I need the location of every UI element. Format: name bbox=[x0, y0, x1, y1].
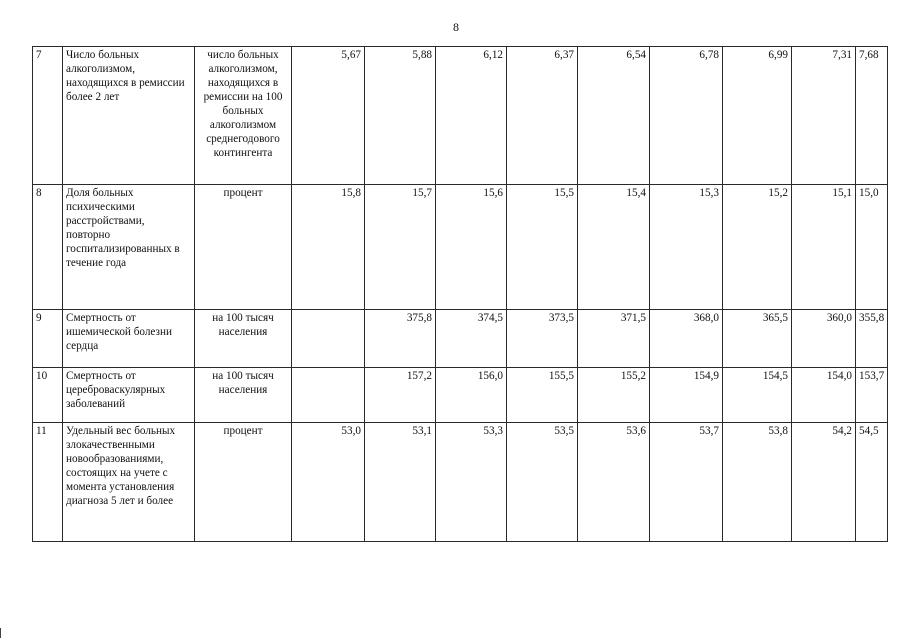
value-cell: 6,78 bbox=[650, 47, 723, 185]
indicator-name: Число больных алкоголизмом, находящихся в ремиссии более 2 лет bbox=[63, 47, 195, 185]
table-row bbox=[33, 423, 888, 542]
unit-of-measure: на 100 тысяч населения bbox=[195, 368, 292, 423]
value-cell: 360,0 bbox=[792, 310, 856, 368]
table-row bbox=[33, 47, 888, 185]
indicators-table bbox=[32, 46, 888, 542]
value-cell: 5,88 bbox=[365, 47, 436, 185]
value-cell: 373,5 bbox=[507, 310, 578, 368]
value-cell: 15,2 bbox=[723, 185, 792, 310]
row-number: 10 bbox=[33, 368, 63, 423]
value-cell: 53,8 bbox=[723, 423, 792, 542]
unit-of-measure: процент bbox=[195, 423, 292, 542]
row-number: 7 bbox=[33, 47, 63, 185]
value-cell: 53,1 bbox=[365, 423, 436, 542]
value-cell: 6,12 bbox=[436, 47, 507, 185]
table-row bbox=[33, 310, 888, 368]
value-cell: 355,8 bbox=[856, 310, 888, 368]
value-cell bbox=[292, 368, 365, 423]
value-cell: 15,8 bbox=[292, 185, 365, 310]
indicator-name: Смертность от цереброваскулярных заболеваний bbox=[63, 368, 195, 423]
value-cell: 15,3 bbox=[650, 185, 723, 310]
indicator-name: Смертность от ишемической болезни сердца bbox=[63, 310, 195, 368]
value-cell: 375,8 bbox=[365, 310, 436, 368]
value-cell: 15,6 bbox=[436, 185, 507, 310]
value-cell bbox=[292, 310, 365, 368]
value-cell: 53,0 bbox=[292, 423, 365, 542]
row-number: 9 bbox=[33, 310, 63, 368]
indicator-name: Удельный вес больных злокачественными новообразованиями, состоящих на учете с момента установления диагноза 5 лет и более bbox=[63, 423, 195, 542]
value-cell: 7,68 bbox=[856, 47, 888, 185]
value-cell: 53,6 bbox=[578, 423, 650, 542]
table-row bbox=[33, 185, 888, 310]
value-cell: 371,5 bbox=[578, 310, 650, 368]
unit-of-measure: число больных алкоголизмом, находящихся в ремиссии на 100 больных алкоголизмом среднегодового контингента bbox=[195, 47, 292, 185]
value-cell: 54,2 bbox=[792, 423, 856, 542]
value-cell: 15,1 bbox=[792, 185, 856, 310]
value-cell: 374,5 bbox=[436, 310, 507, 368]
value-cell: 155,5 bbox=[507, 368, 578, 423]
value-cell: 155,2 bbox=[578, 368, 650, 423]
value-cell: 6,54 bbox=[578, 47, 650, 185]
value-cell: 15,0 bbox=[856, 185, 888, 310]
value-cell: 153,7 bbox=[856, 368, 888, 423]
value-cell: 154,9 bbox=[650, 368, 723, 423]
unit-of-measure: процент bbox=[195, 185, 292, 310]
row-number: 8 bbox=[33, 185, 63, 310]
indicator-name: Доля больных психическими расстройствами, повторно госпитализированных в течение года bbox=[63, 185, 195, 310]
value-cell: 368,0 bbox=[650, 310, 723, 368]
table-row bbox=[33, 368, 888, 423]
value-cell: 6,37 bbox=[507, 47, 578, 185]
value-cell: 6,99 bbox=[723, 47, 792, 185]
value-cell: 15,4 bbox=[578, 185, 650, 310]
unit-of-measure: на 100 тысяч населения bbox=[195, 310, 292, 368]
row-number: 11 bbox=[33, 423, 63, 542]
value-cell: 365,5 bbox=[723, 310, 792, 368]
value-cell: 15,7 bbox=[365, 185, 436, 310]
page-number: 8 bbox=[453, 20, 459, 34]
value-cell: 7,31 bbox=[792, 47, 856, 185]
value-cell: 156,0 bbox=[436, 368, 507, 423]
value-cell: 15,5 bbox=[507, 185, 578, 310]
value-cell: 154,0 bbox=[792, 368, 856, 423]
value-cell: 53,5 bbox=[507, 423, 578, 542]
value-cell: 157,2 bbox=[365, 368, 436, 423]
scan-edge-mark bbox=[0, 628, 1, 638]
value-cell: 154,5 bbox=[723, 368, 792, 423]
value-cell: 53,3 bbox=[436, 423, 507, 542]
value-cell: 5,67 bbox=[292, 47, 365, 185]
value-cell: 54,5 bbox=[856, 423, 888, 542]
value-cell: 53,7 bbox=[650, 423, 723, 542]
